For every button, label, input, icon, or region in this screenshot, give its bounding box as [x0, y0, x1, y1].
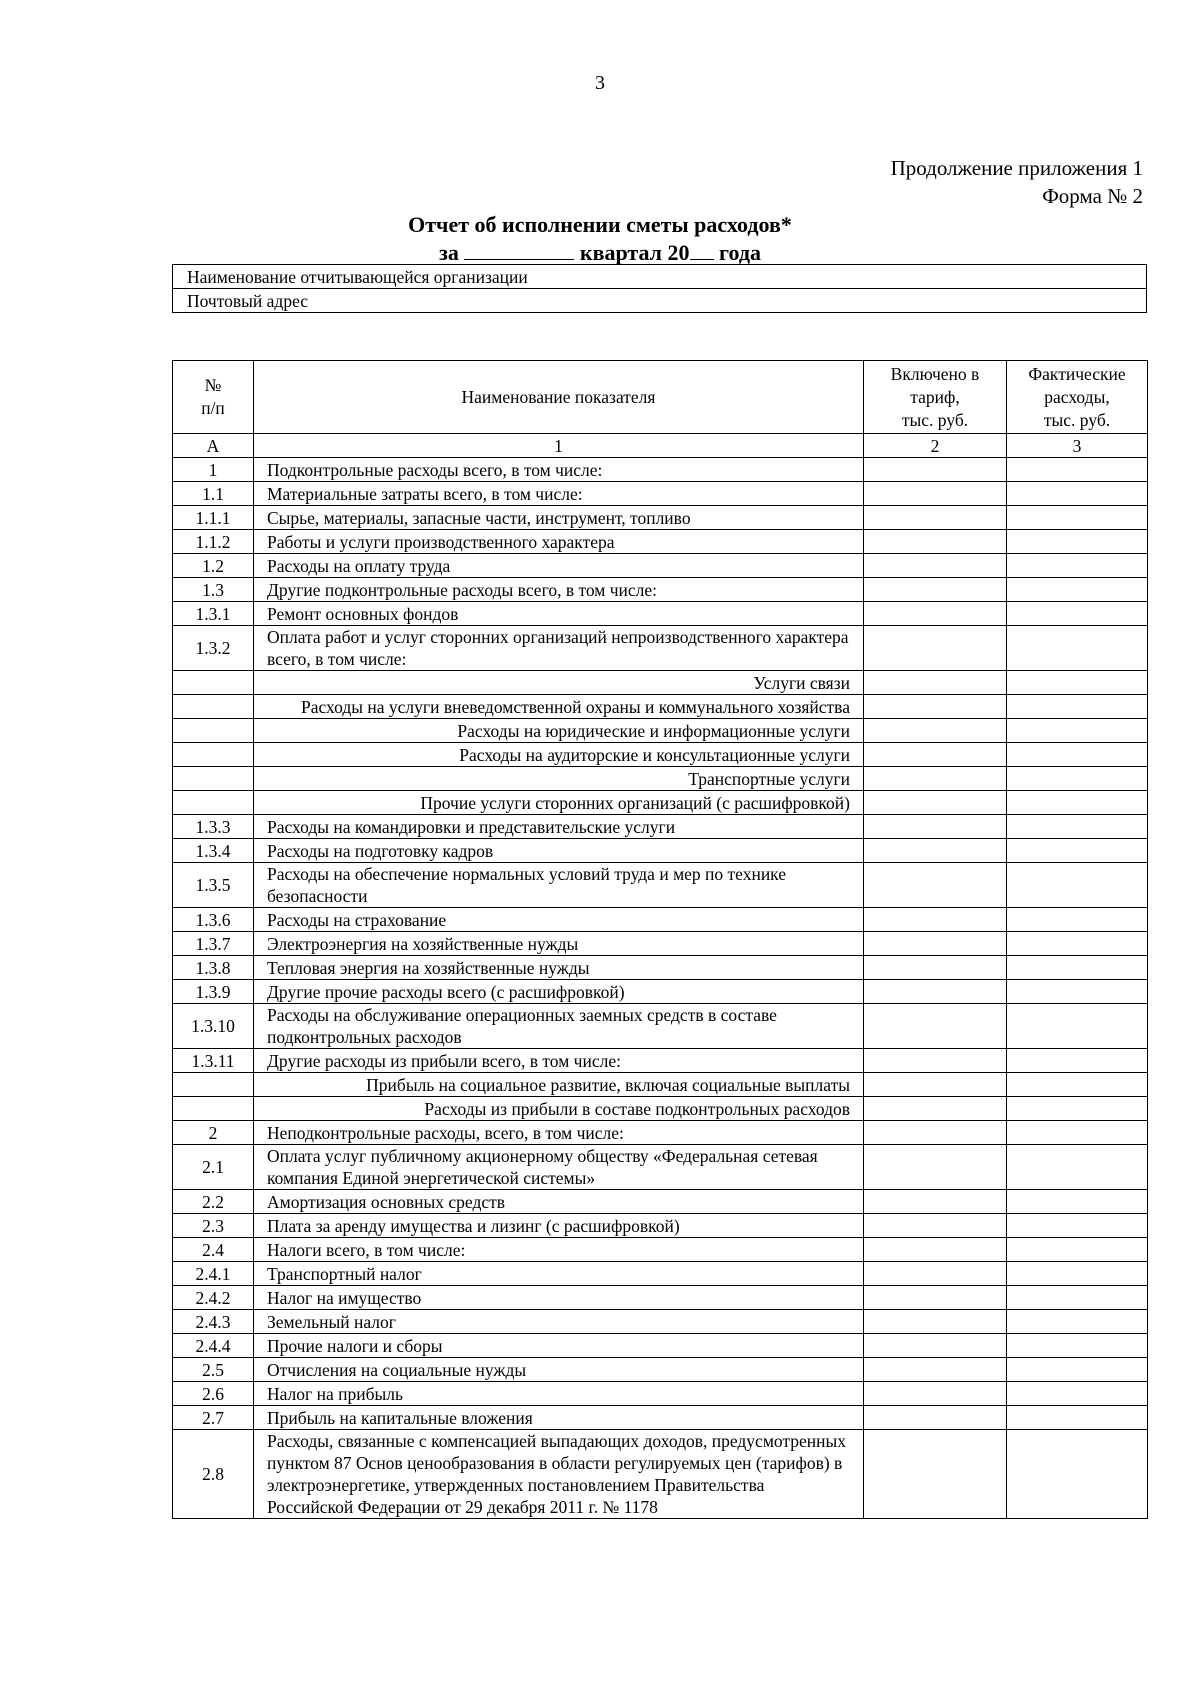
actual-value-cell[interactable] [1007, 1286, 1148, 1310]
tariff-value-cell[interactable] [864, 1430, 1007, 1519]
indicator-name: Расходы на подготовку кадров [254, 839, 864, 863]
row-number [173, 1073, 254, 1097]
tariff-value-cell[interactable] [864, 1334, 1007, 1358]
actual-value-cell[interactable] [1007, 1382, 1148, 1406]
actual-value-cell[interactable] [1007, 1145, 1148, 1190]
table-row [173, 554, 1148, 578]
indicator-name: Амортизация основных средств [254, 1190, 864, 1214]
row-number: 1.3 [173, 578, 254, 602]
indicator-name: Расходы на аудиторские и консультационные услуги [254, 743, 864, 767]
row-number [173, 671, 254, 695]
table-row [173, 863, 1148, 908]
tariff-value-cell[interactable] [864, 671, 1007, 695]
tariff-value-cell[interactable] [864, 1004, 1007, 1049]
table-row [173, 1004, 1148, 1049]
tariff-value-cell[interactable] [864, 743, 1007, 767]
indicator-name: Другие подконтрольные расходы всего, в том числе: [254, 578, 864, 602]
indicator-name: Транспортные услуги [254, 767, 864, 791]
tariff-value-cell[interactable] [864, 908, 1007, 932]
actual-value-cell[interactable] [1007, 671, 1148, 695]
indicator-name: Другие прочие расходы всего (с расшифровкой) [254, 980, 864, 1004]
row-number: 1.3.7 [173, 932, 254, 956]
row-number: 1.3.6 [173, 908, 254, 932]
actual-value-cell[interactable] [1007, 1097, 1148, 1121]
actual-value-cell[interactable] [1007, 1073, 1148, 1097]
actual-value-cell[interactable] [1007, 458, 1148, 482]
table-row [173, 530, 1148, 554]
indicator-name: Оплата услуг публичному акционерному обществу «Федеральная сетевая компания Единой энергетической системы» [254, 1145, 864, 1190]
table-row [173, 602, 1148, 626]
indicator-name: Расходы на командировки и представительские услуги [254, 815, 864, 839]
row-number: 1 [173, 458, 254, 482]
appendix-header [891, 154, 1143, 210]
row-number: 2.6 [173, 1382, 254, 1406]
title-za: за [439, 240, 459, 265]
table-row [173, 1286, 1148, 1310]
table-row [173, 1145, 1148, 1190]
row-number: 2 [173, 1121, 254, 1145]
column-number: 3 [1007, 434, 1148, 458]
table-row [173, 458, 1148, 482]
table-row [173, 791, 1148, 815]
tariff-value-cell[interactable] [864, 578, 1007, 602]
indicator-name: Ремонт основных фондов [254, 602, 864, 626]
table-row [173, 932, 1148, 956]
actual-value-cell[interactable] [1007, 1049, 1148, 1073]
tariff-value-cell[interactable] [864, 1262, 1007, 1286]
indicator-name: Прибыль на социальное развитие, включая социальные выплаты [254, 1073, 864, 1097]
actual-value-cell[interactable] [1007, 767, 1148, 791]
tariff-value-cell[interactable] [864, 554, 1007, 578]
table-row [173, 908, 1148, 932]
actual-value-cell[interactable] [1007, 956, 1148, 980]
indicator-name: Другие расходы из прибыли всего, в том числе: [254, 1049, 864, 1073]
actual-value-cell[interactable] [1007, 506, 1148, 530]
tariff-value-cell[interactable] [864, 719, 1007, 743]
table-row [173, 767, 1148, 791]
tariff-value-cell[interactable] [864, 956, 1007, 980]
table-row [173, 671, 1148, 695]
row-number: 2.2 [173, 1190, 254, 1214]
row-number: 1.1.2 [173, 530, 254, 554]
tariff-value-cell[interactable] [864, 1286, 1007, 1310]
title-goda: года [719, 240, 761, 265]
indicator-name: Расходы на обслуживание операционных заемных средств в составе подконтрольных расходов [254, 1004, 864, 1049]
actual-value-cell[interactable] [1007, 695, 1148, 719]
actual-value-cell[interactable] [1007, 1406, 1148, 1430]
indicator-name: Отчисления на социальные нужды [254, 1358, 864, 1382]
table-row [173, 1334, 1148, 1358]
tariff-value-cell[interactable] [864, 1238, 1007, 1262]
column-number: 2 [864, 434, 1007, 458]
organization-name-label: Наименование отчитывающейся организации [173, 265, 1147, 289]
actual-value-cell[interactable] [1007, 791, 1148, 815]
row-number: 1.2 [173, 554, 254, 578]
actual-value-cell[interactable] [1007, 482, 1148, 506]
indicator-name: Прочие услуги сторонних организаций (с расшифровкой) [254, 791, 864, 815]
row-number: 2.4.2 [173, 1286, 254, 1310]
tariff-value-cell[interactable] [864, 1073, 1007, 1097]
indicator-name: Расходы на обеспечение нормальных условий труда и мер по технике безопасности [254, 863, 864, 908]
column-number-row [173, 434, 1148, 458]
actual-value-cell[interactable] [1007, 743, 1148, 767]
tariff-value-cell[interactable] [864, 1310, 1007, 1334]
indicator-name: Прибыль на капитальные вложения [254, 1406, 864, 1430]
indicator-name: Налог на прибыль [254, 1382, 864, 1406]
table-row [173, 956, 1148, 980]
tariff-value-cell[interactable] [864, 1406, 1007, 1430]
indicator-name: Земельный налог [254, 1310, 864, 1334]
table-row [173, 1262, 1148, 1286]
indicator-name: Сырье, материалы, запасные части, инструмент, топливо [254, 506, 864, 530]
actual-value-cell[interactable] [1007, 602, 1148, 626]
organization-info-table [172, 264, 1147, 313]
table-row [173, 719, 1148, 743]
table-row [173, 815, 1148, 839]
postal-address-label: Почтовый адрес [173, 289, 1147, 313]
row-number: 1.3.1 [173, 602, 254, 626]
indicator-name: Услуги связи [254, 671, 864, 695]
tariff-value-cell[interactable] [864, 1121, 1007, 1145]
table-row [173, 1121, 1148, 1145]
table-row [173, 1190, 1148, 1214]
actual-value-cell[interactable] [1007, 1238, 1148, 1262]
actual-value-cell[interactable] [1007, 530, 1148, 554]
actual-value-cell[interactable] [1007, 578, 1148, 602]
tariff-value-cell[interactable] [864, 1145, 1007, 1190]
table-header-row [173, 361, 1148, 434]
indicator-name: Подконтрольные расходы всего, в том числе: [254, 458, 864, 482]
row-number [173, 767, 254, 791]
table-row [173, 1238, 1148, 1262]
tariff-value-cell[interactable] [864, 1049, 1007, 1073]
actual-value-cell[interactable] [1007, 863, 1148, 908]
tariff-value-cell[interactable] [864, 791, 1007, 815]
header-name: Наименование показателя [254, 361, 864, 434]
title-line-2 [0, 239, 1200, 267]
page-number: 3 [595, 72, 605, 94]
tariff-value-cell[interactable] [864, 815, 1007, 839]
tariff-value-cell[interactable] [864, 767, 1007, 791]
header-actual: Фактические расходы, тыс. руб. [1007, 361, 1148, 434]
indicator-name: Работы и услуги производственного характера [254, 530, 864, 554]
indicator-name: Расходы на страхование [254, 908, 864, 932]
column-number: 1 [254, 434, 864, 458]
row-number: 1.3.4 [173, 839, 254, 863]
row-number: 1.3.5 [173, 863, 254, 908]
tariff-value-cell[interactable] [864, 932, 1007, 956]
header-num: № п/п [173, 361, 254, 434]
tariff-value-cell[interactable] [864, 506, 1007, 530]
actual-value-cell[interactable] [1007, 1190, 1148, 1214]
row-number [173, 719, 254, 743]
table-row [173, 626, 1148, 671]
header-tariff: Включено в тариф, тыс. руб. [864, 361, 1007, 434]
row-number: 2.3 [173, 1214, 254, 1238]
row-number: 2.1 [173, 1145, 254, 1190]
quarter-blank [464, 239, 574, 260]
actual-value-cell[interactable] [1007, 1004, 1148, 1049]
actual-value-cell[interactable] [1007, 554, 1148, 578]
actual-value-cell[interactable] [1007, 1310, 1148, 1334]
tariff-value-cell[interactable] [864, 458, 1007, 482]
table-row [173, 839, 1148, 863]
row-number [173, 695, 254, 719]
row-number [173, 743, 254, 767]
actual-value-cell[interactable] [1007, 1214, 1148, 1238]
indicator-name: Оплата работ и услуг сторонних организаций непроизводственного характера всего, в том числе: [254, 626, 864, 671]
actual-value-cell[interactable] [1007, 839, 1148, 863]
indicator-name: Расходы на оплату труда [254, 554, 864, 578]
row-number: 2.8 [173, 1430, 254, 1519]
title-kvartal: квартал 20 [579, 240, 690, 265]
table-row [173, 1430, 1148, 1519]
indicator-name: Расходы на юридические и информационные услуги [254, 719, 864, 743]
actual-value-cell[interactable] [1007, 1121, 1148, 1145]
indicator-name: Материальные затраты всего, в том числе: [254, 482, 864, 506]
actual-value-cell[interactable] [1007, 1430, 1148, 1519]
indicator-name: Прочие налоги и сборы [254, 1334, 864, 1358]
table-row [173, 506, 1148, 530]
row-number: 2.5 [173, 1358, 254, 1382]
indicator-name: Налог на имущество [254, 1286, 864, 1310]
tariff-value-cell[interactable] [864, 695, 1007, 719]
appendix-line: Продолжение приложения 1 [890, 156, 1143, 180]
indicator-name: Расходы, связанные с компенсацией выпадающих доходов, предусмотренных пунктом 87 Основ ценообразования в области регулируемых цен (тарифов) в электроэнергетике, утвержденных постановлением Правительства Российской Федерации от 29 декабря 2011 г. № 1178 [254, 1430, 864, 1519]
indicator-name: Электроэнергия на хозяйственные нужды [254, 932, 864, 956]
table-row [173, 1310, 1148, 1334]
column-number: А [173, 434, 254, 458]
table-row [173, 1073, 1148, 1097]
indicator-name: Расходы из прибыли в составе подконтрольных расходов [254, 1097, 864, 1121]
tariff-value-cell[interactable] [864, 530, 1007, 554]
row-number: 2.4 [173, 1238, 254, 1262]
table-row [173, 695, 1148, 719]
indicator-name: Транспортный налог [254, 1262, 864, 1286]
actual-value-cell[interactable] [1007, 908, 1148, 932]
tariff-value-cell[interactable] [864, 1214, 1007, 1238]
actual-value-cell[interactable] [1007, 1358, 1148, 1382]
row-number: 1.3.10 [173, 1004, 254, 1049]
indicator-name: Налоги всего, в том числе: [254, 1238, 864, 1262]
table-row [173, 1358, 1148, 1382]
actual-value-cell[interactable] [1007, 980, 1148, 1004]
tariff-value-cell[interactable] [864, 839, 1007, 863]
tariff-value-cell[interactable] [864, 863, 1007, 908]
tariff-value-cell[interactable] [864, 1382, 1007, 1406]
row-number [173, 1097, 254, 1121]
actual-value-cell[interactable] [1007, 815, 1148, 839]
actual-value-cell[interactable] [1007, 1262, 1148, 1286]
indicator-name: Тепловая энергия на хозяйственные нужды [254, 956, 864, 980]
year-blank [690, 239, 714, 260]
table-row [173, 1049, 1148, 1073]
report-title [0, 211, 1200, 267]
actual-value-cell[interactable] [1007, 626, 1148, 671]
actual-value-cell[interactable] [1007, 719, 1148, 743]
tariff-value-cell[interactable] [864, 482, 1007, 506]
table-row [173, 743, 1148, 767]
row-number: 1.3.9 [173, 980, 254, 1004]
table-row [173, 1097, 1148, 1121]
title-line-1: Отчет об исполнении сметы расходов* [408, 212, 792, 237]
tariff-value-cell[interactable] [864, 980, 1007, 1004]
tariff-value-cell[interactable] [864, 1097, 1007, 1121]
row-number: 1.3.3 [173, 815, 254, 839]
indicator-name: Неподконтрольные расходы, всего, в том числе: [254, 1121, 864, 1145]
actual-value-cell[interactable] [1007, 932, 1148, 956]
table-row [173, 1214, 1148, 1238]
row-number: 2.7 [173, 1406, 254, 1430]
table-row [173, 578, 1148, 602]
tariff-value-cell[interactable] [864, 626, 1007, 671]
tariff-value-cell[interactable] [864, 1358, 1007, 1382]
row-number: 1.3.8 [173, 956, 254, 980]
table-row [173, 482, 1148, 506]
row-number [173, 791, 254, 815]
table-row [173, 1382, 1148, 1406]
row-number: 1.1 [173, 482, 254, 506]
row-number: 2.4.4 [173, 1334, 254, 1358]
row-number: 1.3.2 [173, 626, 254, 671]
tariff-value-cell[interactable] [864, 602, 1007, 626]
table-row [173, 1406, 1148, 1430]
expense-report-table [172, 360, 1148, 1519]
table-row [173, 980, 1148, 1004]
row-number: 2.4.1 [173, 1262, 254, 1286]
row-number: 1.3.11 [173, 1049, 254, 1073]
row-number: 2.4.3 [173, 1310, 254, 1334]
form-number: Форма № 2 [1042, 184, 1143, 208]
tariff-value-cell[interactable] [864, 1190, 1007, 1214]
actual-value-cell[interactable] [1007, 1334, 1148, 1358]
row-number: 1.1.1 [173, 506, 254, 530]
indicator-name: Плата за аренду имущества и лизинг (с расшифровкой) [254, 1214, 864, 1238]
indicator-name: Расходы на услуги вневедомственной охраны и коммунального хозяйства [254, 695, 864, 719]
